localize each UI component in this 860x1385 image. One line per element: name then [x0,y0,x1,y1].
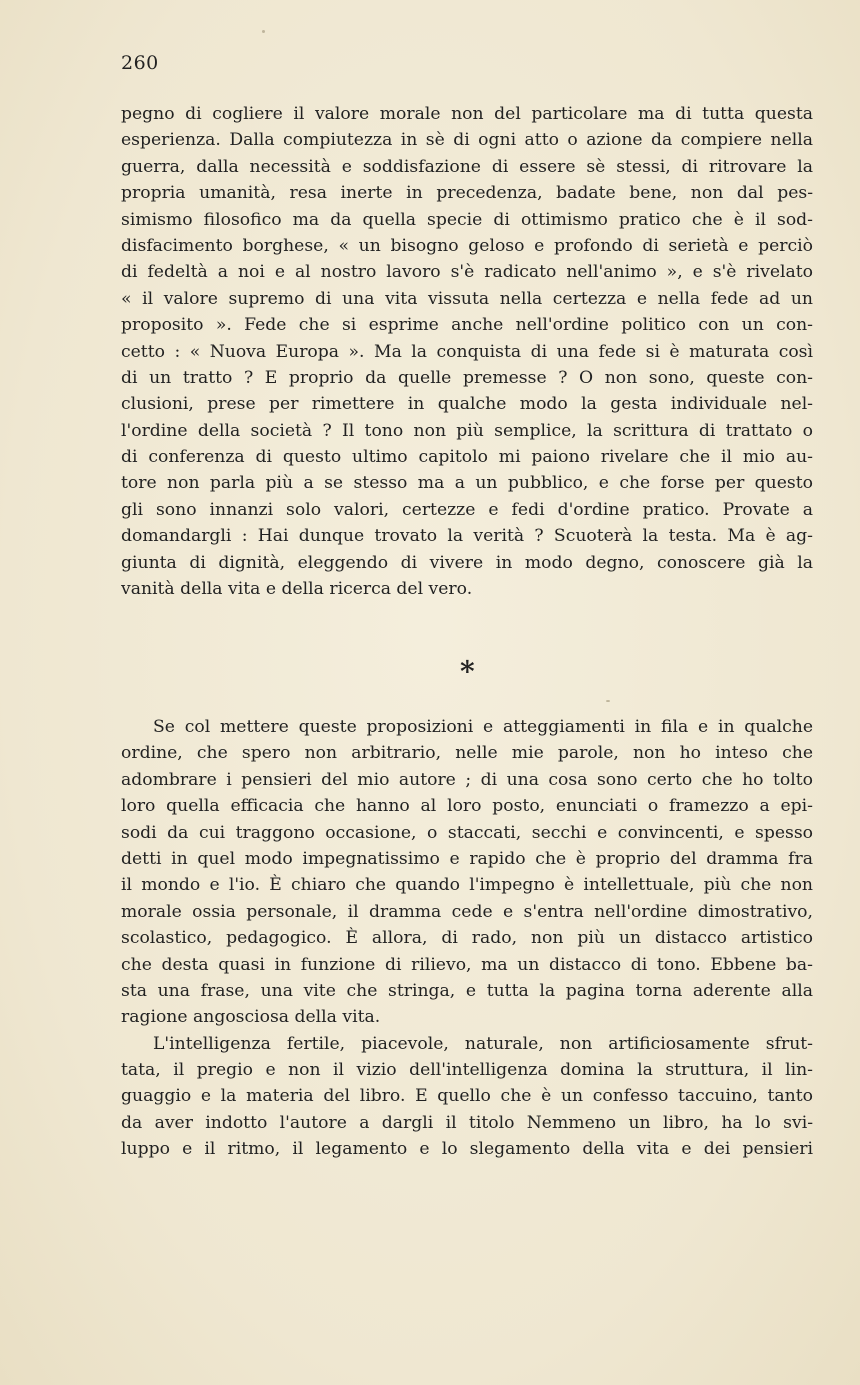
text-line: pegno di cogliere il valore morale non del particolare ma di tutta questa [121,104,813,124]
text-line: simismo filosofico ma da quella specie di ottimismo pratico che è il sod- [121,209,813,230]
text-line: morale ossia personale, il dramma cede e s'entra nell'ordine dimostrativo, [121,901,813,922]
text-line: sodi da cui traggono occasione, o staccati, secchi e convincenti, e spesso [121,822,813,843]
text-line: il mondo e l'io. È chiaro che quando l'impegno è intellettuale, più che non [121,875,813,896]
text-line: di fedeltà a noi e al nostro lavoro s'è radicato nell'animo », e s'è rivelato [121,262,813,283]
text-line: esperienza. Dalla compiutezza in sè di ogni atto o azione da compiere nella [121,130,813,151]
page-number: 260 [121,52,159,74]
section-separator: * [460,655,475,688]
text-line: disfacimento borghese, « un bisogno geloso e profondo di serietà e perciò [121,235,813,256]
text-line: propria umanità, resa inerte in precedenza, badate bene, non dal pes- [121,183,813,204]
text-line: di conferenza di questo ultimo capitolo mi paiono rivelare che il mio au- [121,447,813,468]
text-line: l'ordine della società ? Il tono non più semplice, la scrittura di trattato o [121,420,813,441]
text-line: da aver indotto l'autore a dargli il titolo Nemmeno un libro, ha lo svi- [121,1112,813,1133]
text-line: tata, il pregio e non il vizio dell'intelligenza domina la struttura, il lin- [121,1060,813,1081]
text-line: ragione angosciosa della vita. [121,1007,381,1028]
text-line: domandargli : Hai dunque trovato la verità ? Scuoterà la testa. Ma è ag- [121,526,813,547]
text-line: guaggio e la materia del libro. E quello che è un confesso taccuino, tanto [121,1086,813,1107]
text-line: detti in quel modo impegnatissimo e rapido che è proprio del dramma fra [121,848,813,869]
paragraph-1 [121,101,813,602]
text-line: loro quella efficacia che hanno al loro posto, enunciati o framezzo a epi- [121,796,813,817]
text-line: tore non parla più a se stesso ma a un pubblico, e che forse per questo [121,473,813,494]
text-line: di un tratto ? E proprio da quelle premesse ? O non sono, queste con- [121,367,813,388]
text-line: Se col mettere queste proposizioni e atteggiamenti in fila e in qualche [153,717,813,737]
text-line: clusioni, prese per rimettere in qualche modo la gesta individuale nel- [121,394,813,415]
text-line: L'intelligenza fertile, piacevole, naturale, non artificiosamente sfrut- [153,1033,813,1054]
text-line: proposito ». Fede che si esprime anche nell'ordine politico con un con- [121,315,813,336]
text-line: luppo e il ritmo, il legamento e lo slegamento della vita e dei pensieri [121,1139,813,1160]
text-line: che desta quasi in funzione di rilievo, ma un distacco di tono. Ebbene ba- [121,954,813,975]
text-line: gli sono innanzi solo valori, certezze e fedi d'ordine pratico. Provate a [121,499,813,520]
text-line: vanità della vita e della ricerca del vero. [121,579,473,600]
text-line: cetto : « Nuova Europa ». Ma la conquista di una fede si è maturata così [121,341,813,362]
text-line: scolastico, pedagogico. È allora, di rado, non più un distacco artistico [121,928,813,949]
text-line: ordine, che spero non arbitrario, nelle mie parole, non ho inteso che [121,743,813,764]
text-line: adombrare i pensieri del mio autore ; di una cosa sono certo che ho tolto [121,769,813,790]
paper-speck [606,700,610,702]
text-line: guerra, dalla necessità e soddisfazione di essere sè stessi, di ritrovare la [121,156,813,177]
text-line: giunta di dignità, eleggendo di vivere in modo degno, conoscere già la [121,552,813,573]
paper-speck [262,30,265,33]
text-line: sta una frase, una vite che stringa, e tutta la pagina torna aderente alla [121,980,813,1001]
paragraph-2-and-3 [121,714,813,1163]
text-line: « il valore supremo di una vita vissuta nella certezza e nella fede ad un [121,288,813,309]
